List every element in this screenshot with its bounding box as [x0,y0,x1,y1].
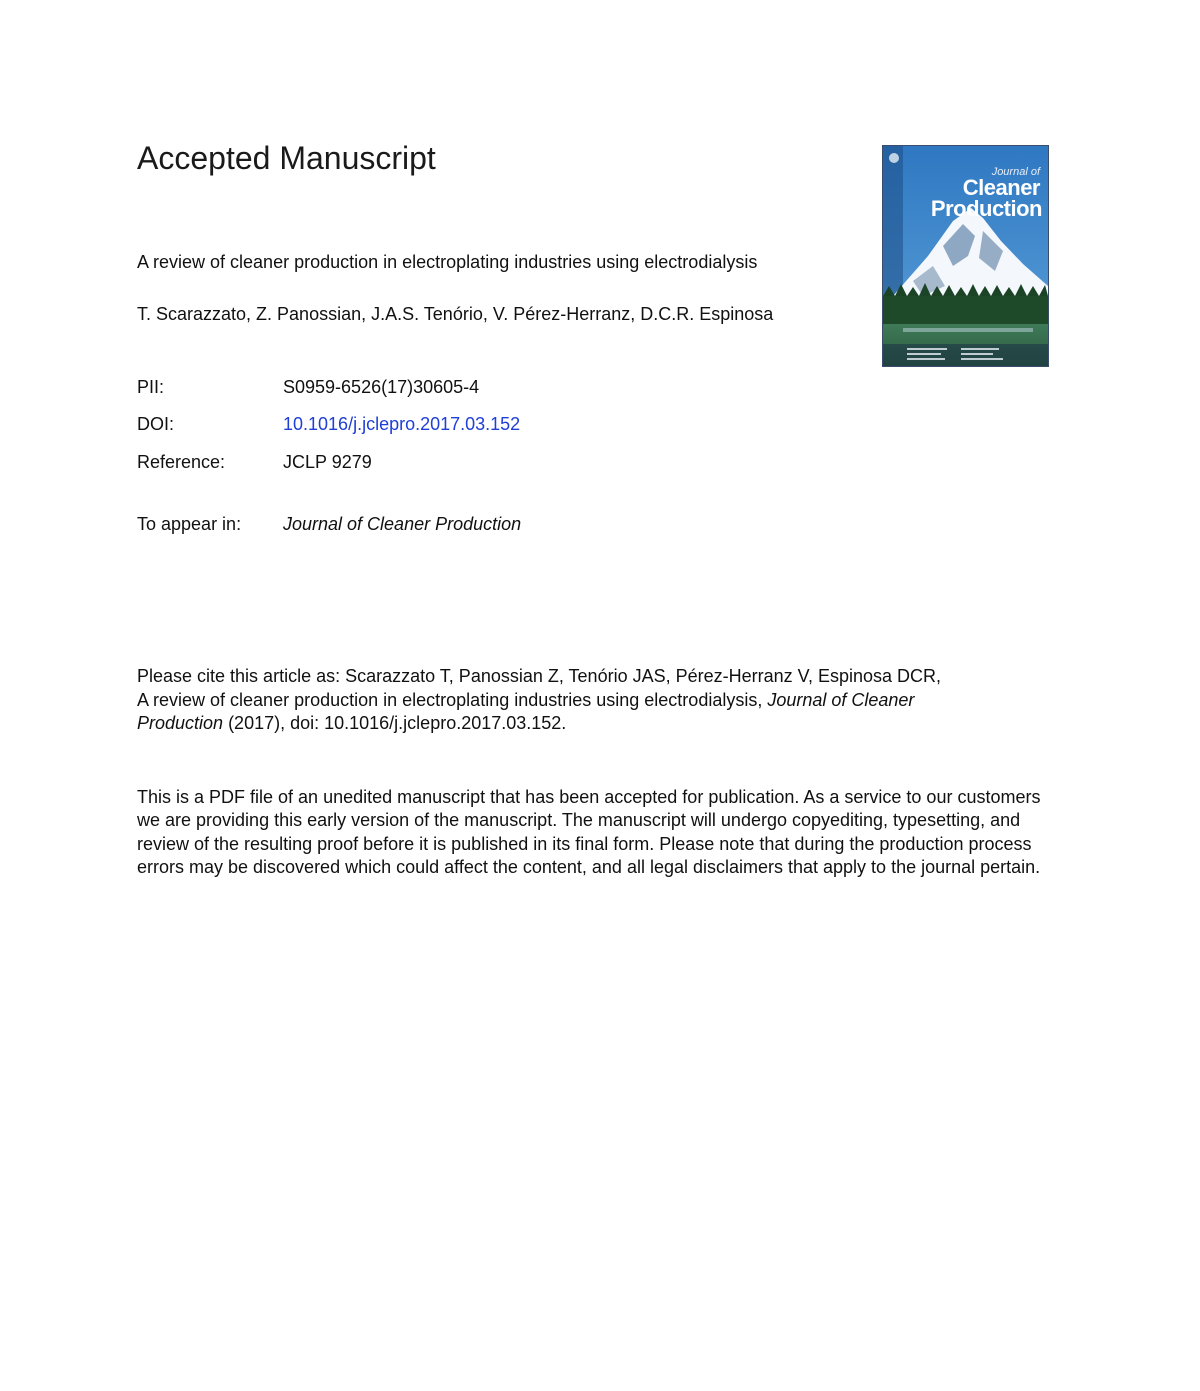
appear-in-label: To appear in: [137,514,242,534]
appear-in-row [137,514,521,536]
cover-cleaner: Cleaner [962,175,1040,200]
journal-cover-image [882,145,1049,367]
page-heading: Accepted Manuscript [137,140,436,176]
pii-value: S0959-6526(17)30605-4 [283,377,480,397]
pii-label: PII: [137,377,165,397]
reference-value: JCLP 9279 [283,452,372,472]
cover-production: Production [930,196,1042,221]
citation-paragraph [137,665,1037,736]
author-list: T. Scarazzato, Z. Panossian, J.A.S. Tenório, V. Pérez-Herranz, D.C.R. Espinosa [137,304,774,324]
citation-line-1: Please cite this article as: Scarazzato T, Panossian Z, Tenório JAS, Pérez-Herranz V, Espinosa DCR, [137,666,942,686]
disclaimer-paragraph: This is a PDF file of an unedited manuscript that has been accepted for publication. As a service to our customers we are providing this early version of the manuscript. The manuscript will undergo copyediting, typesetting, and review of the resulting proof before it is published in its final form. Please note that during the production process errors may be discovered which could affect the content, and all legal disclaimers that apply to the journal pertain. [137,787,1041,877]
citation-tail: (2017), doi: 10.1016/j.jclepro.2017.03.152. [223,713,567,733]
citation-journal-part-2: Production [137,713,224,733]
appear-in-journal: Journal of Cleaner Production [283,514,522,534]
cover-journal-of: Journal of [991,166,1040,178]
doi-label: DOI: [137,414,175,434]
reference-label: Reference: [137,452,226,472]
pii-row [137,377,479,399]
doi-link[interactable]: 10.1016/j.jclepro.2017.03.152 [283,414,521,434]
article-title: A review of cleaner production in electroplating industries using electrodialysis [137,252,758,272]
reference-row [137,452,372,474]
doi-row [137,414,520,436]
citation-journal-part-1: Journal of Cleaner [767,689,915,710]
citation-line-2: A review of cleaner production in electroplating industries using electrodialysis, [137,689,768,710]
